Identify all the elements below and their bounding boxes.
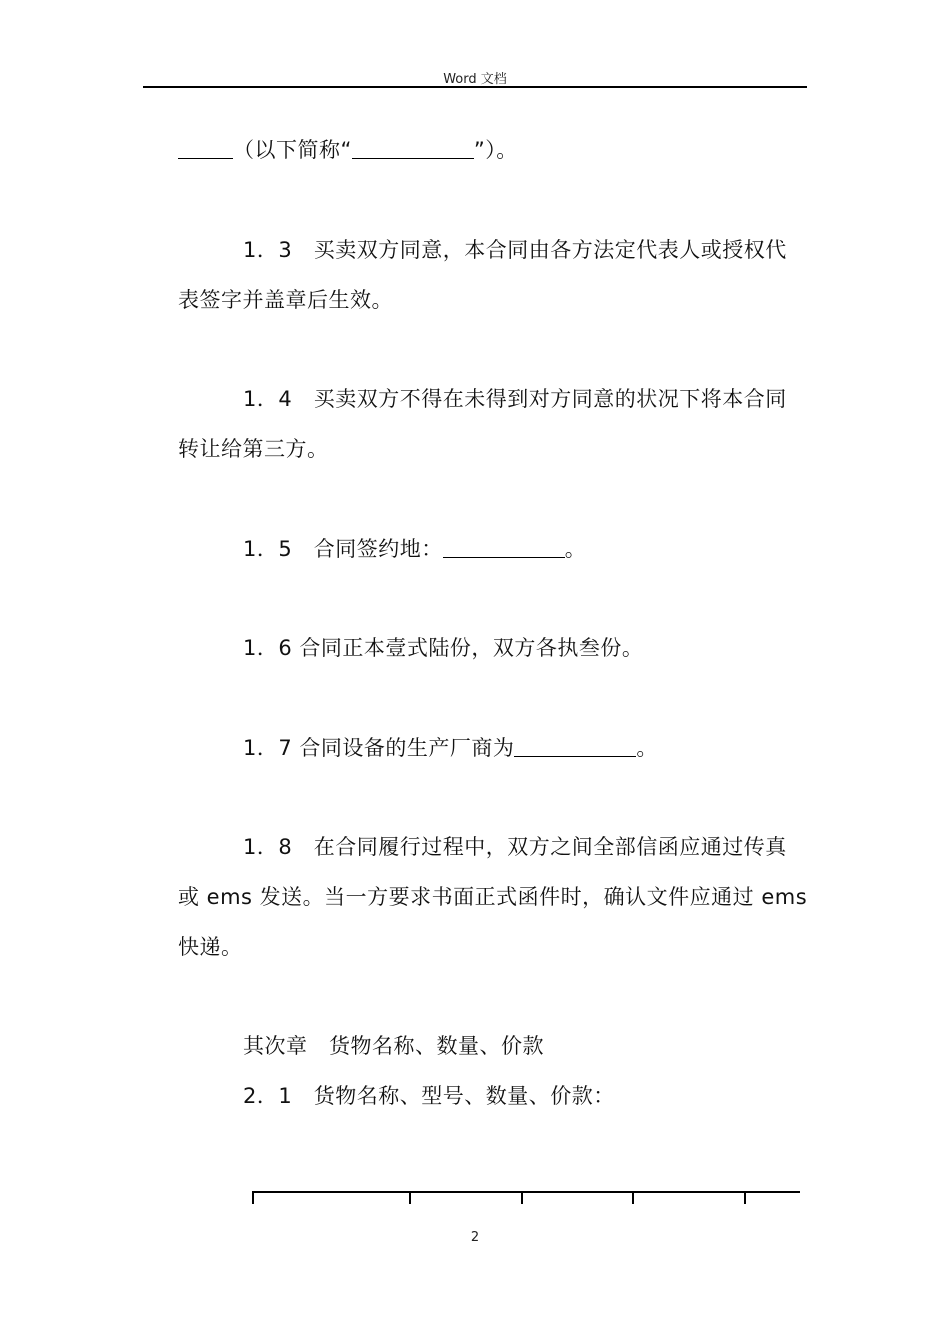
table-top-line bbox=[252, 1191, 800, 1193]
clause-1-8-line-2: 或 ems 发送。当一方要求书面正式函件时，确认文件应通过 ems bbox=[178, 885, 808, 909]
clause-1-5-text: 1．5 合同签约地： bbox=[243, 537, 443, 561]
clause-1-3-line-1: 1．3 买卖双方同意，本合同由各方法定代表人或授权代 bbox=[243, 238, 787, 262]
table-column-divider bbox=[252, 1191, 254, 1204]
manufacturer-blank[interactable] bbox=[514, 734, 636, 757]
clause-1-5 bbox=[243, 534, 586, 564]
clause-1-7-end: 。 bbox=[636, 736, 658, 760]
table-column-divider bbox=[632, 1191, 634, 1204]
chapter-2-heading: 其次章 货物名称、数量、价款 bbox=[243, 1034, 544, 1058]
clause-1-5-end: 。 bbox=[564, 537, 587, 561]
clause-1-3-line-2: 表签字并盖章后生效。 bbox=[178, 288, 393, 312]
clause-2-1: 2．1 货物名称、型号、数量、价款： bbox=[243, 1084, 615, 1108]
clause-1-8-line-1: 1．8 在合同履行过程中，双方之间全部信函应通过传真 bbox=[243, 835, 787, 859]
line-1-end: ”）。 bbox=[473, 138, 518, 162]
page-number: 2 bbox=[470, 1230, 480, 1245]
clause-1-4-line-2: 转让给第三方。 bbox=[178, 437, 329, 461]
blank-field[interactable] bbox=[352, 136, 474, 159]
table-column-divider bbox=[521, 1191, 523, 1204]
party-abbreviation-line bbox=[178, 135, 518, 165]
signing-place-blank[interactable] bbox=[443, 535, 565, 558]
line-1-suffix: （以下简称“ bbox=[233, 138, 352, 162]
clause-1-7-text: 1．7 合同设备的生产厂商为 bbox=[243, 736, 515, 760]
header-rule bbox=[143, 86, 807, 88]
page-header-title: Word 文档 bbox=[443, 72, 507, 87]
table-column-divider bbox=[409, 1191, 411, 1204]
clause-1-6: 1．6 合同正本壹式陆份，双方各执叁份。 bbox=[243, 636, 644, 660]
clause-1-7 bbox=[243, 733, 658, 763]
table-column-divider bbox=[744, 1191, 746, 1204]
clause-1-4-line-1: 1．4 买卖双方不得在未得到对方同意的状况下将本合同 bbox=[243, 387, 787, 411]
clause-1-8-line-3: 快递。 bbox=[178, 935, 243, 959]
goods-table-top-border bbox=[252, 1191, 800, 1205]
blank-field[interactable] bbox=[178, 136, 233, 159]
